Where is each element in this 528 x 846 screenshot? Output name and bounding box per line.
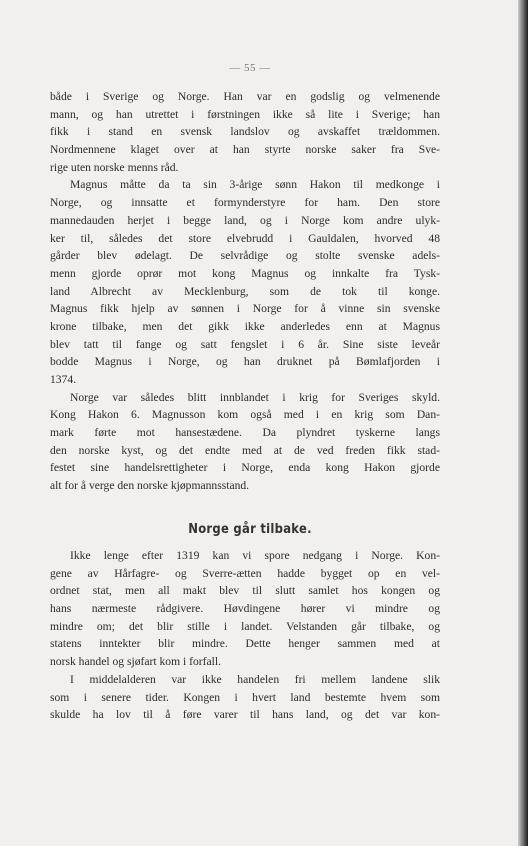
text-line: 1374. <box>50 373 77 386</box>
text-line: Magnus fikk hjelp av sønnen i Norge for å vinne sin svenske <box>50 302 440 316</box>
section-2-text <box>50 547 440 724</box>
page-edge-shadow <box>518 0 528 846</box>
text-line: krone tilbake, men det gikk ikke anderledes enn at Magnus <box>50 319 440 333</box>
text-line: fikk i stand en svensk landslov og avskaffet trældommen. <box>50 125 440 139</box>
text-line: blev tatt til fange og satt fengslet i 6 år. Sine siste leveår <box>50 337 440 351</box>
text-line: hans nærmeste rådgivere. Høvdingene hører vi mindre og <box>50 602 440 616</box>
text-line: alt for å verge den norske kjøpmannsstand. <box>50 479 250 493</box>
text-line: den norske kyst, og det endte med at de ved freden fikk stad- <box>50 443 440 457</box>
section-1-text <box>50 88 440 495</box>
text-line: gårder blev ødelagt. De selvrådige og stolte svenske adels- <box>50 249 440 263</box>
text-line: mindre om; det blir stille i landet. Velstanden går tilbake, og <box>50 619 440 633</box>
text-line: bodde Magnus i Norge, og han druknet på Bømlafjorden i <box>50 355 440 369</box>
text-line: ordnet stat, men all makt blev til slutt samlet hos kongen og <box>50 584 440 598</box>
text-line: som i senere tider. Kongen i hvert land bestemte hvem som <box>50 690 440 704</box>
text-line: statens inntekter blir mindre. Dette henger sammen med at <box>50 637 440 651</box>
text-line: Norge, og innsatte et formynderstyre for ham. Den store <box>50 196 440 210</box>
page-number: — 55 — <box>229 62 271 74</box>
text-line: gene av Hårfagre- og Sverre-ætten hadde bygget op en vel- <box>50 566 440 580</box>
text-line: land Albrecht av Mecklenburg, som de tok til konge. <box>50 284 440 298</box>
text-line: ker til, således det store elvebrudd i Gauldalen, hvorved 48 <box>50 231 440 245</box>
text-line: festet sine handelsrettigheter i Norge, enda kong Hakon gjorde <box>50 461 440 475</box>
text-line: Ikke lenge efter 1319 kan vi spore nedgang i Norge. Kon- <box>70 549 440 562</box>
text-line: skulde ha lov til å føre varer til hans land, og det var kon- <box>50 708 440 722</box>
text-line: Magnus måtte da ta sin 3-årige sønn Hakon til medkonge i <box>70 178 440 192</box>
text-line: menn gjorde oprør mot kong Magnus og innkalte fra Tysk- <box>50 266 440 280</box>
text-line: både i Sverige og Norge. Han var en godslig og velmenende <box>50 90 440 103</box>
section-heading: Norge går tilbake. <box>188 521 312 537</box>
text-line: mannedauden herjet i begge land, og i Norge kom andre ulyk- <box>50 213 440 227</box>
text-line: I middelalderen var ikke handelen fri mellem landene slik <box>70 672 440 686</box>
text-line: mark førte mot hansestædene. Da plyndret tyskerne langs <box>50 426 440 440</box>
text-line: Norge var således blitt innblandet i krig for Sveriges skyld. <box>70 390 440 404</box>
text-line: norsk handel og sjøfart kom i forfall. <box>50 655 221 669</box>
text-line: rige uten norske menns råd. <box>50 160 179 174</box>
text-line: mann, og han utrettet i førstningen ikke så lite i Sverige; han <box>50 107 440 121</box>
text-line: Nordmennene klaget over at han styrte norske saker fra Sve- <box>50 143 440 157</box>
text-line: Kong Hakon 6. Magnusson kom også med i en krig som Dan- <box>50 408 440 422</box>
